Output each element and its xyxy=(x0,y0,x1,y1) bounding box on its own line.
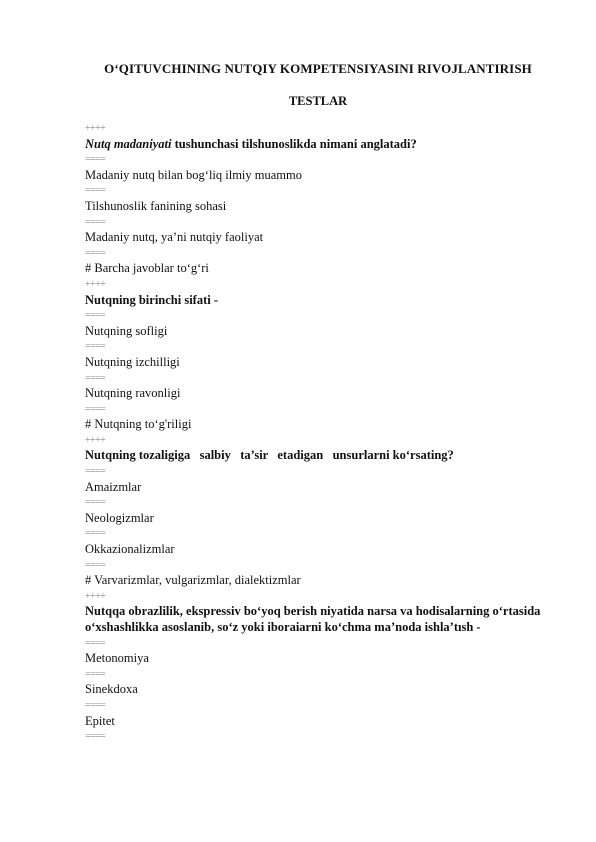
answer-marker: ==== xyxy=(85,247,106,259)
answer-marker: ==== xyxy=(85,185,106,197)
correct-answer-option: # Varvarizmlar, vulgarizmlar, dialektizmlar xyxy=(85,573,301,588)
answer-option: Metonomiya xyxy=(85,651,149,666)
answer-marker: ==== xyxy=(85,372,106,384)
question-text: Nutqqa obrazlilik, ekspressiv bo‘yoq berish niyatida narsa va hodisalarning o‘rtasida o‘xshashlikka asoslanib, so‘z yoki iboraiarni ko‘chma ma’noda ishla’tısh - xyxy=(85,604,541,634)
answer-marker: ==== xyxy=(85,341,106,353)
answer-marker: ==== xyxy=(85,403,106,415)
question-text: Nutqning birinchi sifati - xyxy=(85,292,219,307)
document-title: O‘QITUVCHINING NUTQIY KOMPETENSIYASINI RIVOJLANTIRISH xyxy=(104,61,532,76)
question-marker: ++++ xyxy=(85,434,106,446)
question-marker: ++++ xyxy=(85,278,106,290)
answer-option: Okkazionalizmlar xyxy=(85,542,175,557)
question-text xyxy=(85,137,545,153)
answer-option: Madaniy nutq, ya’ni nutqiy faoliyat xyxy=(85,230,264,245)
answer-option: Tilshunoslik fanining sohasi xyxy=(85,198,227,213)
answer-marker: ==== xyxy=(85,699,106,711)
question-marker: ++++ xyxy=(85,123,106,134)
answer-option: Madaniy nutq bilan bog‘liq ilmiy muammo xyxy=(85,167,302,182)
document-subtitle: TESTLAR xyxy=(288,94,348,108)
answer-marker: ==== xyxy=(85,154,106,166)
answer-marker: ==== xyxy=(85,466,106,478)
answer-marker: ==== xyxy=(85,310,106,322)
answer-marker: ==== xyxy=(85,216,106,228)
answer-option: Sinekdoxa xyxy=(85,682,138,697)
answer-option: Amaizmlar xyxy=(85,479,142,494)
answer-marker: ==== xyxy=(85,731,106,743)
answer-option: Epitet xyxy=(85,713,115,728)
answer-option: Nutqning ravonligi xyxy=(85,386,181,401)
correct-answer-option: # Nutqning to‘g'riligi xyxy=(85,417,192,432)
question-text: Nutqning tozaligiga salbiy ta’sir etadigan unsurlarni ko‘rsating? xyxy=(85,448,454,463)
test-list xyxy=(85,121,545,745)
question-term: Nutq madaniyati xyxy=(85,136,172,151)
answer-marker: ==== xyxy=(85,528,106,540)
answer-marker: ==== xyxy=(85,668,106,680)
answer-option: Nutqning izchilligi xyxy=(85,354,180,369)
answer-marker: ==== xyxy=(85,559,106,571)
answer-option: Neologizmlar xyxy=(85,510,154,525)
answer-marker: ==== xyxy=(85,497,106,509)
question-rest: tushunchasi tilshunoslikda nimani anglatadi? xyxy=(171,136,417,151)
answer-marker: ==== xyxy=(85,637,106,649)
correct-answer-option: # Barcha javoblar to‘g‘ri xyxy=(85,261,209,276)
answer-option: Nutqning sofligi xyxy=(85,323,168,338)
question-marker: ++++ xyxy=(85,590,106,602)
